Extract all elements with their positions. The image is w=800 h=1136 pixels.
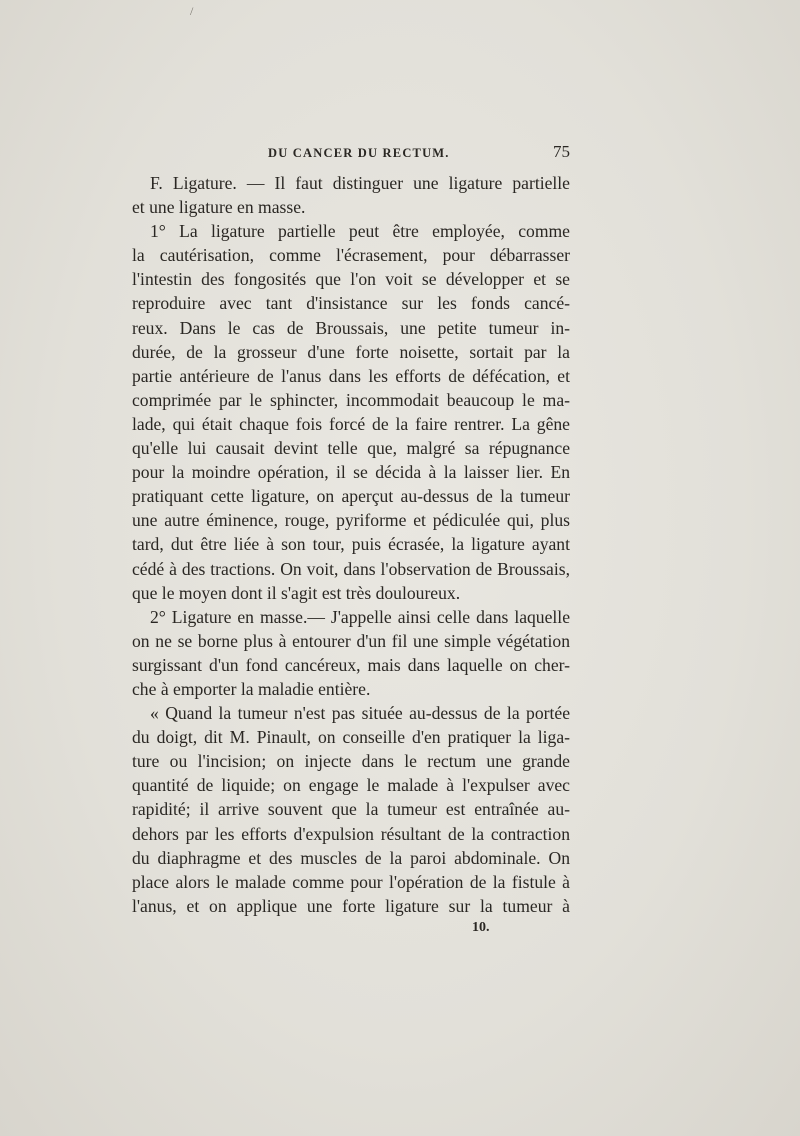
page-header	[132, 144, 570, 166]
text-line: pour la moindre opération, il se décida à la laisser lier. En	[132, 462, 570, 483]
pencil-mark: /	[190, 4, 194, 18]
text-line: cédé à des tractions. On voit, dans l'observation de Broussais,	[132, 558, 570, 579]
text-line: 1° La ligature partielle peut être employée, comme	[150, 221, 570, 242]
text-line: rapidité; il arrive souvent que la tumeur est entraînée au-	[132, 799, 570, 820]
text-line: 2° Ligature en masse.— J'appelle ainsi celle dans laquelle	[150, 606, 570, 627]
text-line: une autre éminence, rouge, pyriforme et pédiculée qui, plus	[132, 510, 570, 531]
text-line: comprimée par le sphincter, incommodait beaucoup le ma-	[132, 389, 570, 410]
text-line: « Quand la tumeur n'est pas située au-dessus de la portée	[150, 703, 570, 724]
text-line: partie antérieure de l'anus dans les efforts de défécation, et	[132, 365, 570, 386]
text-line: tard, dut être liée à son tour, puis écrasée, la ligature ayant	[132, 534, 570, 555]
text-line: durée, de la grosseur d'une forte noisette, sortait par la	[132, 341, 570, 362]
running-title: DU CANCER DU RECTUM.	[268, 146, 450, 160]
text-line: reproduire avec tant d'insistance sur les fonds cancé-	[132, 293, 570, 314]
text-line: on ne se borne plus à entourer d'un fil une simple végétation	[132, 630, 570, 651]
body-text	[132, 171, 570, 918]
text-line: pratiquant cette ligature, on aperçut au-dessus de la tumeur	[132, 486, 570, 507]
text-line: ture ou l'incision; on injecte dans le rectum une grande	[132, 751, 570, 772]
page-number: 75	[553, 142, 570, 161]
text-line: du diaphragme et des muscles de la paroi abdominale. On	[132, 847, 570, 868]
text-line: dehors par les efforts d'expulsion résultant de la contraction	[132, 823, 570, 844]
text-line: place alors le malade comme pour l'opération de la fistule à	[132, 871, 570, 892]
text-line: du doigt, dit M. Pinault, on conseille d'en pratiquer la liga-	[132, 727, 570, 748]
text-line: l'anus, et on applique une forte ligature sur la tumeur à	[132, 895, 570, 916]
signature-mark: 10.	[472, 920, 490, 935]
text-line: quantité de liquide; on engage le malade à l'expulser avec	[132, 775, 570, 796]
text-line: surgissant d'un fond cancéreux, mais dans laquelle on cher-	[132, 654, 570, 675]
text-line: l'intestin des fongosités que l'on voit se développer et se	[132, 269, 570, 290]
text-line: che à emporter la maladie entière.	[132, 678, 371, 699]
text-line: que le moyen dont il s'agit est très douloureux.	[132, 582, 461, 603]
text-line: et une ligature en masse.	[132, 197, 306, 218]
text-line: reux. Dans le cas de Broussais, une petite tumeur in-	[132, 317, 570, 338]
text-line: lade, qui était chaque fois forcé de la faire rentrer. La gêne	[132, 413, 570, 434]
text-line: qu'elle lui causait devint telle que, malgré sa répugnance	[132, 438, 570, 459]
text-line: la cautérisation, comme l'écrasement, pour débarrasser	[132, 245, 570, 266]
text-line: F. Ligature. — Il faut distinguer une ligature partielle	[150, 173, 570, 193]
